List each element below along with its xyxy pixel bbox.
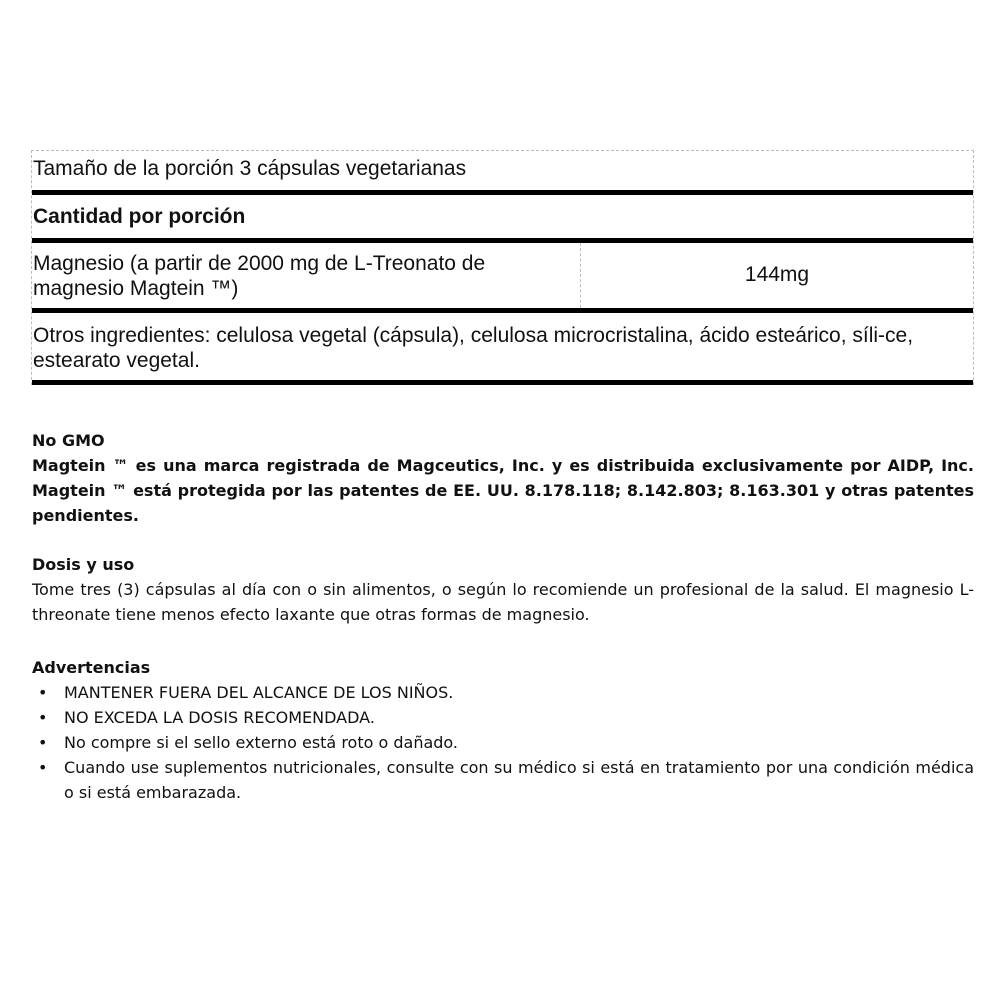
dosage-section [32, 552, 974, 627]
other-ingredients-row [32, 313, 973, 380]
warning-item [32, 755, 974, 805]
thick-divider [32, 380, 973, 385]
supplement-facts-table [31, 150, 974, 385]
nutrient-row [32, 243, 973, 308]
product-notes [32, 428, 974, 528]
warnings-section [32, 655, 974, 805]
warning-text: NO EXCEDA LA DOSIS RECOMENDADA. [64, 708, 375, 727]
bullet-icon: • [38, 708, 48, 727]
dosage-heading: Dosis y uso [32, 555, 135, 574]
warning-text: Cuando use suplementos nutricionales, consulte con su médico si está en tratamiento por una condición médica o si está embarazada. [64, 758, 974, 802]
patents-note: Magtein ™ está protegida por las patentes de EE. UU. 8.178.118; 8.142.803; 8.163.301 y otras patentes pendientes. [32, 481, 974, 525]
warning-text: No compre si el sello externo está roto o dañado. [64, 733, 459, 752]
warning-item [32, 730, 974, 755]
warnings-heading: Advertencias [32, 658, 151, 677]
amount-per-serving-row [32, 195, 973, 238]
nutrient-name-cell [32, 243, 581, 308]
warnings-list [32, 680, 974, 805]
warning-text: MANTENER FUERA DEL ALCANCE DE LOS NIÑOS. [64, 683, 454, 702]
nutrient-amount: 144mg [744, 263, 810, 286]
trademark-note: Magtein ™ es una marca registrada de Magceutics, Inc. y es distribuida exclusivamente por AIDP, Inc. [32, 456, 974, 475]
amount-per-serving-heading: Cantidad por porción [33, 205, 246, 228]
bullet-icon: • [38, 733, 48, 752]
dosage-text: Tome tres (3) cápsulas al día con o sin alimentos, o según lo recomiende un profesional de la salud. El magnesio L-threonate tiene menos efecto laxante que otras formas de magnesio. [32, 580, 974, 624]
other-ingredients-text: Otros ingredientes: celulosa vegetal (cápsula), celulosa microcristalina, ácido esteárico, síli-ce, estearato vegetal. [33, 324, 914, 372]
warning-item [32, 680, 974, 705]
non-gmo-label: No GMO [32, 431, 105, 450]
nutrient-amount-cell [581, 243, 973, 308]
bullet-icon: • [38, 758, 48, 777]
serving-size-row [32, 151, 973, 190]
bullet-icon: • [38, 683, 48, 702]
serving-size-text: Tamaño de la porción 3 cápsulas vegetarianas [33, 157, 467, 180]
warning-item [32, 705, 974, 730]
nutrient-name: Magnesio (a partir de 2000 mg de L-Treonato de magnesio Magtein ™) [33, 252, 486, 300]
